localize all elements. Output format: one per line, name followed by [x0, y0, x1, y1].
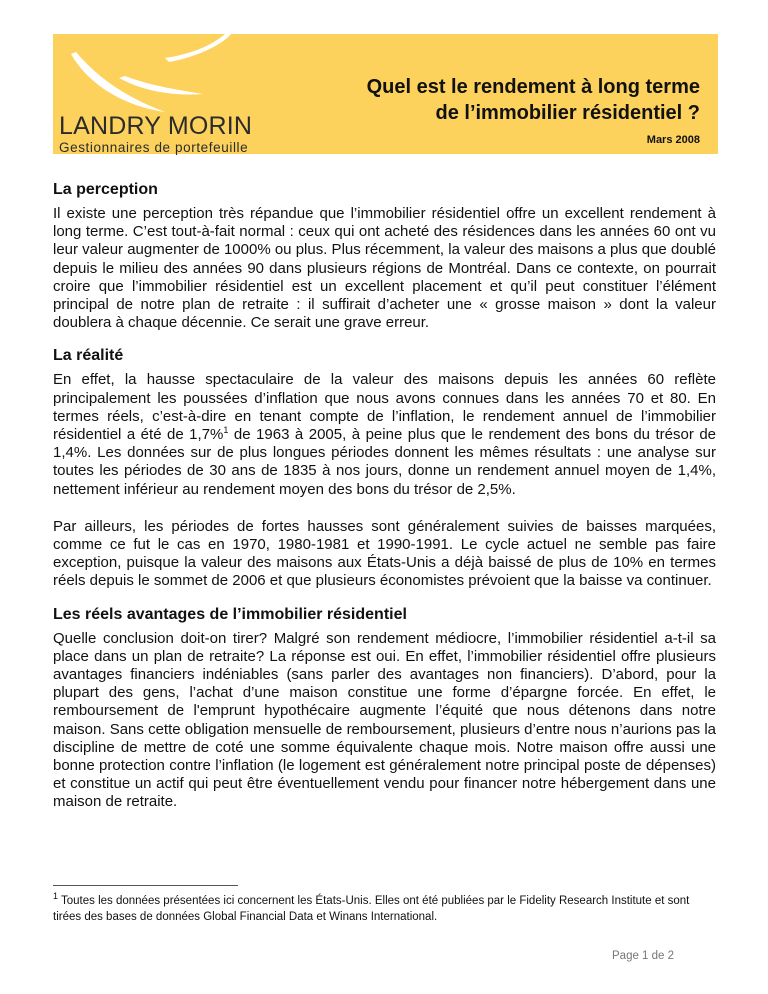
paragraph-text: En effet, la hausse spectaculaire de la valeur des maisons depuis les années 60 reflète principalement les poussées d’inflation que nous avons connues dans les années 70 et 80. En termes réels, c’est-à-dire en tenant compte de l’inflation, le rendement annuel de l’immobilier résidentiel a été de 1,7% — [53, 371, 716, 444]
header-banner — [53, 34, 718, 154]
section-realite — [53, 346, 716, 590]
paragraph: Par ailleurs, les périodes de fortes hausses sont généralement suivies de baisses marquées, comme ce fut le cas en 1970, 1980-1981 et 1990-1991. Le cycle actuel ne semble pas faire exception, puisque la valeur des maisons aux États-Unis a déjà baissé de plus de 10% en termes réels depuis le sommet de 2006 et que plusieurs économistes prévoient que la baisse va continuer. — [53, 517, 716, 590]
paragraph: Quelle conclusion doit-on tirer? Malgré son rendement médiocre, l’immobilier résidentiel a-t-il sa place dans un plan de retraite? La réponse est oui. En effet, l’immobilier résidentiel offre plusieurs avantages financiers indéniables (sans parler des avantages non financiers). D’abord, pour la plupart des gens, l’achat d’une maison constitue une forme d’épargne forcée. En effet, le remboursement de l'emprunt hypothécaire augmente l’équité que nous détenons dans notre maison. Sans cette obligation mensuelle de remboursement, plusieurs d’entre nous n’aurions pas la discipline de mettre de coté une somme équivalente chaque mois. Notre maison offre aussi une bonne protection contre l’inflation (le logement est généralement notre principal poste de dépenses) et constitue un actif qui peut être éventuellement vendu pour financer notre hébergement dans une maison de retraite. — [53, 629, 716, 811]
document-body — [53, 180, 716, 826]
footnote-reference[interactable]: 1 — [223, 425, 229, 436]
paragraph-text: de 1963 à 2005, à peine plus que le rendement des bons du trésor de 1,4%. Les données sur de plus longues périodes donnent les mêmes résultats : une analyse sur toutes les périodes de 30 ans de 1835 à nos jours, donne un rendement annuel moyen de 1,4%, nettement inférieur au rendement moyen des bons du trésor de 2,5%. — [53, 426, 716, 498]
section-heading: Les réels avantages de l’immobilier résidentiel — [53, 605, 407, 623]
footnote-separator — [53, 885, 238, 886]
footnote-marker: 1 — [53, 891, 59, 902]
paragraph — [53, 371, 716, 498]
section-perception — [53, 180, 716, 332]
footnote — [53, 893, 693, 925]
brand-tagline: Gestionnaires de portefeuille — [59, 140, 249, 155]
section-avantages — [53, 605, 716, 812]
section-heading: La perception — [53, 181, 158, 198]
footnote-text: Toutes les données présentées ici concernent les États-Unis. Elles ont été publiées par le Fidelity Research Institute et sont tirées des bases de données Global Financial Data et Winans International. — [53, 895, 690, 923]
title-line-2: de l’immobilier résidentiel ? — [435, 102, 700, 124]
title-line-1: Quel est le rendement à long terme — [366, 76, 700, 98]
section-heading: La réalité — [53, 347, 124, 365]
brand-name: LANDRY MORIN — [59, 112, 253, 140]
paragraph: Il existe une perception très répandue que l’immobilier résidentiel offre un excellent rendement à long terme. C’est tout-à-fait normal : ceux qui ont acheté des résidences dans les années 60 ont vu leur valeur augmenter de 1000% ou plus. Plus récemment, la valeur des maisons a plus que doublé depuis le milieu des années 90 dans plusieurs régions de Montréal. Dans ce contexte, on pourrait croire que l’immobilier résidentiel est un excellent placement et qu’il peut constituer l’élément principal de notre plan de retraite : il suffirait d’acheter une « grosse maison » dont la valeur doublera à chaque décennie. Ce serait une grave erreur. — [53, 205, 716, 332]
logo-swoosh-icon — [53, 34, 253, 114]
page-number: Page 1 de 2 — [612, 950, 675, 962]
document-title — [367, 74, 700, 126]
document-date: Mars 2008 — [646, 134, 700, 146]
